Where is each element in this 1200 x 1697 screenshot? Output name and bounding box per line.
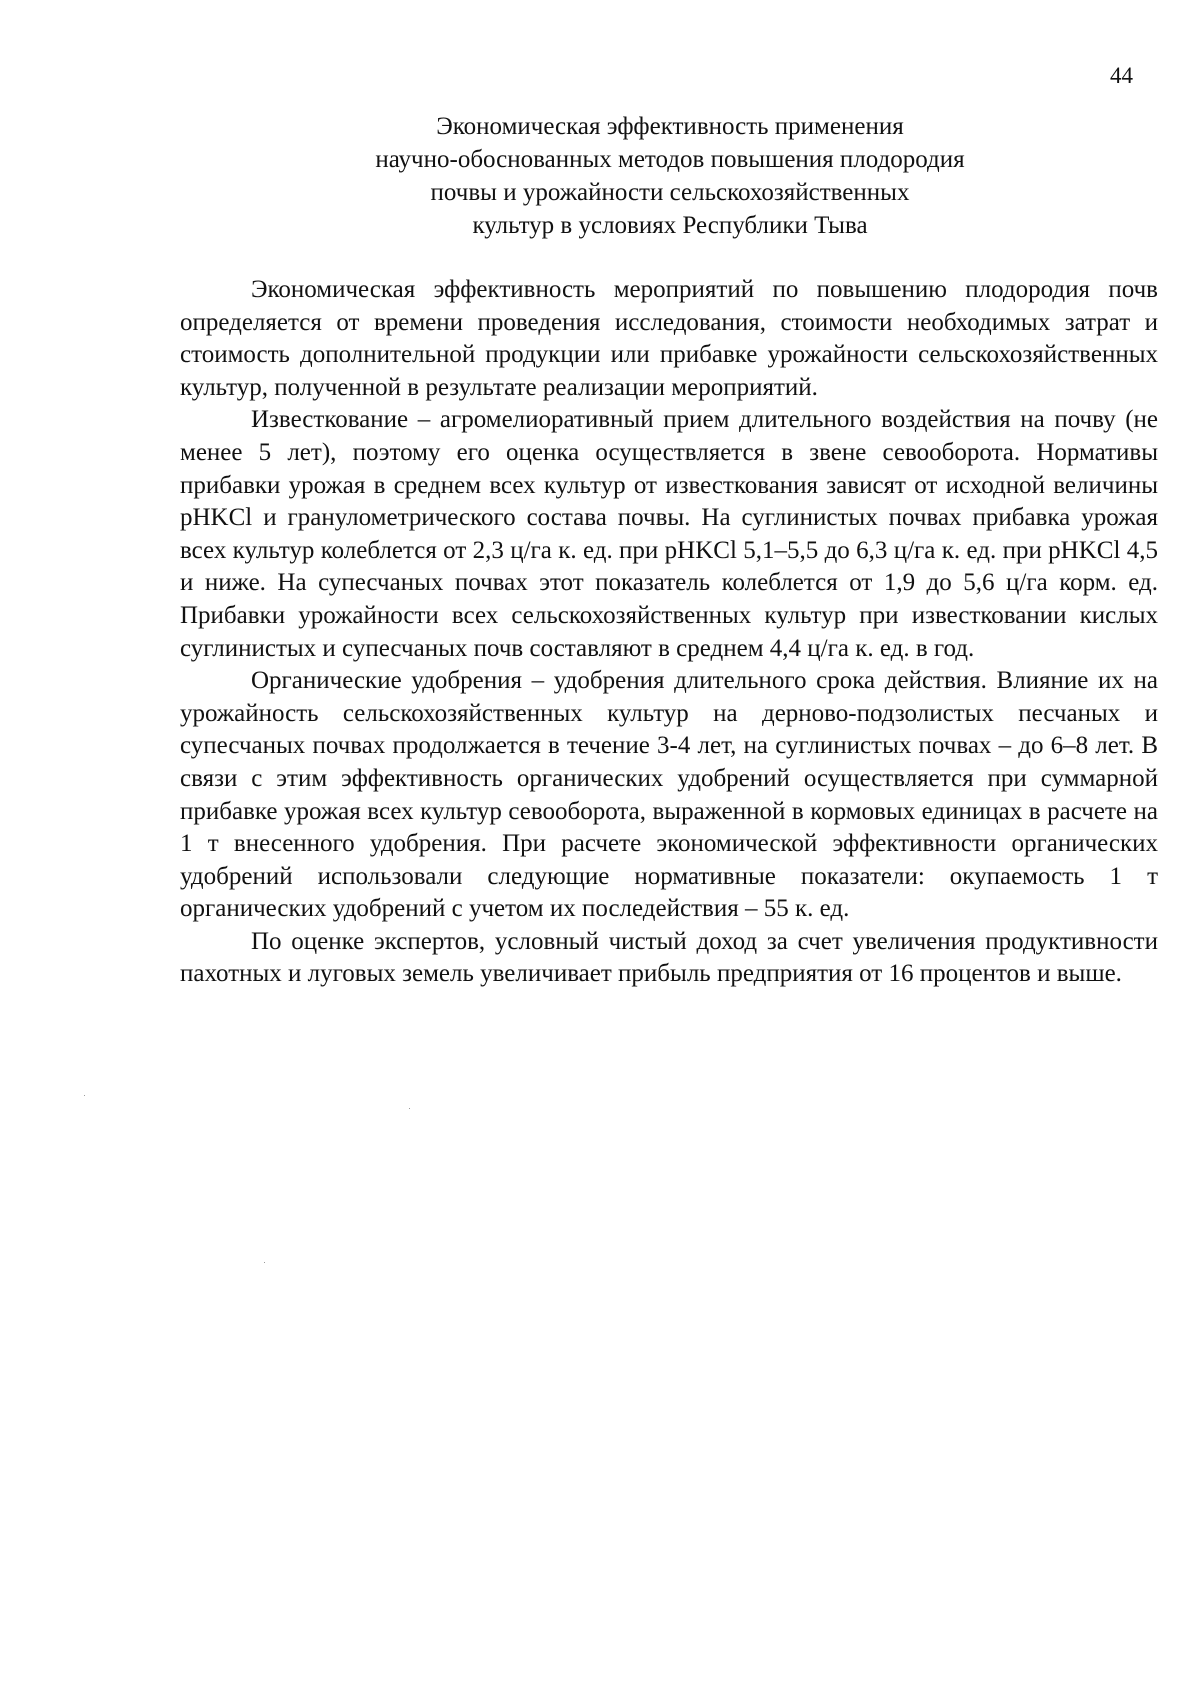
title-line-1: Экономическая эффективность применения: [436, 113, 904, 140]
document-title: [180, 110, 1160, 242]
body-text: [180, 274, 1158, 991]
title-line-3: почвы и урожайности сельскохозяйственных: [430, 179, 910, 206]
paragraph-expert-assessment: По оценке экспертов, условный чистый доход за счет увеличения продуктивности пахотных и луговых земель увеличивает прибыль предприятия от 16 процентов и выше.: [180, 927, 1158, 988]
paragraph-organic-fertilizers: Органические удобрения – удобрения длительного срока действия. Влияние их на урожайность сельскохозяйственных культур на дерново-подзолистых песчаных и супесчаных почвах продолжается в течение 3-4 лет, на суглинистых почвах – до 6–8 лет. В связи с этим эффективность органических удобрений осуществляется при суммарной прибавке урожая всех культур севооборота, выраженной в кормовых единицах в расчете на 1 т внесенного удобрения. При расчете экономической эффективности органических удобрений использовали следующие нормативные показатели: окупаемость 1 т органических удобрений с учетом их последействия – 55 к. ед.: [180, 667, 1158, 923]
paragraph-liming: Известкование – агромелиоративный прием длительного воздействия на почву (не менее 5 лет), поэтому его оценка осуществляется в звене севооборота. Нормативы прибавки урожая в среднем всех культур от известкования зависят от исходной величины pHKCl и гранулометрического состава почвы. На суглинистых почвах прибавка урожая всех культур колеблется от 2,3 ц/га к. ед. при pHKCl 5,1–5,5 до 6,3 ц/га к. ед. при pHKCl 4,5 и ниже. На супесчаных почвах этот показатель колеблется от 1,9 до 5,6 ц/га корм. ед. Прибавки урожайности всех сельскохозяйственных культур при известковании кислых суглинистых и супесчаных почв составляют в среднем 4,4 ц/га к. ед. в год.: [180, 406, 1158, 662]
scan-speck: [264, 1262, 265, 1263]
scan-speck: [409, 1108, 410, 1109]
scan-speck: [84, 1095, 85, 1096]
title-line-2: научно-обоснованных методов повышения плодородия: [375, 146, 965, 173]
paragraph-economic-efficiency: Экономическая эффективность мероприятий по повышению плодородия почв определяется от времени проведения исследования, стоимости необходимых затрат и стоимость дополнительной продукции или прибавке урожайности сельскохозяйственных культур, полученной в результате реализации мероприятий.: [180, 276, 1158, 401]
page-number: 44: [1110, 63, 1133, 88]
title-line-4: культур в условиях Республики Тыва: [472, 212, 868, 239]
